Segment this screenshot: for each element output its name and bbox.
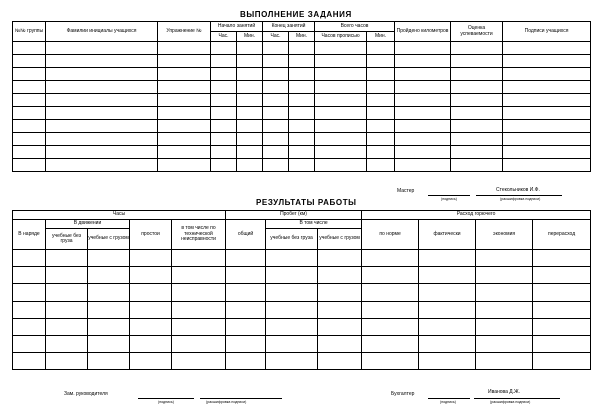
form-cell[interactable] xyxy=(13,120,46,133)
form-cell[interactable] xyxy=(226,267,266,284)
form-cell[interactable] xyxy=(451,120,503,133)
form-cell[interactable] xyxy=(419,301,476,318)
col-exercise: Упражнение № xyxy=(158,22,211,42)
form-cell[interactable] xyxy=(226,335,266,352)
col-mileage-no-load: учебные без груза xyxy=(266,229,318,250)
form-cell[interactable] xyxy=(158,159,211,172)
col-hours-group: Часы xyxy=(13,211,226,220)
form-cell[interactable] xyxy=(46,159,158,172)
form-cell[interactable] xyxy=(503,120,591,133)
deputy-label: Зам. руководителя xyxy=(64,391,108,397)
form-cell[interactable] xyxy=(503,133,591,146)
form-cell[interactable] xyxy=(172,335,226,352)
form-cell[interactable] xyxy=(395,81,451,94)
form-cell[interactable] xyxy=(315,94,367,107)
form-cell[interactable] xyxy=(13,81,46,94)
form-cell[interactable] xyxy=(362,301,419,318)
col-malfunction: в том числе по технической неисправности xyxy=(172,220,226,250)
form-cell[interactable] xyxy=(13,68,46,81)
col-start: Начало занятий xyxy=(211,22,263,32)
col-group-no: №№ группы xyxy=(13,22,46,42)
form-cell[interactable] xyxy=(476,335,533,352)
form-cell[interactable] xyxy=(533,352,591,369)
form-cell[interactable] xyxy=(362,250,419,267)
form-cell[interactable] xyxy=(367,146,395,159)
form-cell[interactable] xyxy=(88,352,130,369)
form-cell[interactable] xyxy=(315,81,367,94)
form-cell[interactable] xyxy=(130,301,172,318)
bottom-title: РЕЗУЛЬТАТЫ РАБОТЫ xyxy=(256,198,357,207)
form-cell[interactable] xyxy=(419,267,476,284)
form-cell[interactable] xyxy=(13,159,46,172)
form-cell[interactable] xyxy=(226,352,266,369)
form-cell[interactable] xyxy=(451,81,503,94)
master-cap-signature: (подпись) xyxy=(441,197,457,201)
task-table xyxy=(12,21,591,172)
form-cell[interactable] xyxy=(451,133,503,146)
col-norm: по норме xyxy=(362,220,419,250)
col-mileage-group: Пробег (км) xyxy=(226,211,362,220)
form-cell[interactable] xyxy=(237,42,263,55)
form-cell[interactable] xyxy=(362,335,419,352)
form-cell[interactable] xyxy=(503,107,591,120)
form-cell[interactable] xyxy=(88,267,130,284)
form-cell[interactable] xyxy=(88,301,130,318)
accountant-signature-line xyxy=(428,398,470,399)
form-cell[interactable] xyxy=(46,120,158,133)
form-cell[interactable] xyxy=(211,146,237,159)
col-end-minutes: Мин. xyxy=(289,32,315,42)
task-row xyxy=(13,107,591,120)
form-cell[interactable] xyxy=(13,94,46,107)
form-cell[interactable] xyxy=(46,301,88,318)
form-cell[interactable] xyxy=(395,68,451,81)
form-cell[interactable] xyxy=(367,107,395,120)
form-cell[interactable] xyxy=(266,318,318,335)
col-signatures: Подписи учащихся xyxy=(503,22,591,42)
form-cell[interactable] xyxy=(46,318,88,335)
form-cell[interactable] xyxy=(367,94,395,107)
form-cell[interactable] xyxy=(476,301,533,318)
form-cell[interactable] xyxy=(46,352,88,369)
form-cell[interactable] xyxy=(88,284,130,301)
form-cell[interactable] xyxy=(503,55,591,68)
form-cell[interactable] xyxy=(533,267,591,284)
form-cell[interactable] xyxy=(226,284,266,301)
result-row xyxy=(13,284,591,301)
task-row xyxy=(13,146,591,159)
form-cell[interactable] xyxy=(211,94,237,107)
form-cell[interactable] xyxy=(46,42,158,55)
form-cell[interactable] xyxy=(367,133,395,146)
accountant-cap-signature: (подпись) xyxy=(440,400,456,404)
form-cell[interactable] xyxy=(367,42,395,55)
form-cell[interactable] xyxy=(367,55,395,68)
form-cell[interactable] xyxy=(503,68,591,81)
col-in-motion: В движении xyxy=(46,220,130,229)
task-row xyxy=(13,55,591,68)
form-cell[interactable] xyxy=(88,250,130,267)
col-total-minutes: Мин. xyxy=(367,32,395,42)
form-cell[interactable] xyxy=(476,284,533,301)
form-cell[interactable] xyxy=(315,55,367,68)
form-cell[interactable] xyxy=(289,94,315,107)
form-cell[interactable] xyxy=(315,133,367,146)
form-cell[interactable] xyxy=(451,42,503,55)
form-cell[interactable] xyxy=(315,159,367,172)
form-cell[interactable] xyxy=(130,267,172,284)
col-fuel-group: Расход горючего xyxy=(362,211,591,220)
form-cell[interactable] xyxy=(237,107,263,120)
form-cell[interactable] xyxy=(503,42,591,55)
deputy-cap-signature: (подпись) xyxy=(158,400,174,404)
form-cell[interactable] xyxy=(451,107,503,120)
form-cell[interactable] xyxy=(533,250,591,267)
form-cell[interactable] xyxy=(289,133,315,146)
form-cell[interactable] xyxy=(130,318,172,335)
form-cell[interactable] xyxy=(451,146,503,159)
form-cell[interactable] xyxy=(419,250,476,267)
form-cell[interactable] xyxy=(318,250,362,267)
form-cell[interactable] xyxy=(367,68,395,81)
form-cell[interactable] xyxy=(226,301,266,318)
form-cell[interactable] xyxy=(419,318,476,335)
col-km: Пройдено километров xyxy=(395,22,451,42)
form-cell[interactable] xyxy=(315,146,367,159)
form-cell[interactable] xyxy=(451,159,503,172)
form-cell[interactable] xyxy=(46,68,158,81)
col-overrun: перерасход xyxy=(533,220,591,250)
form-cell[interactable] xyxy=(289,159,315,172)
form-cell[interactable] xyxy=(266,335,318,352)
form-cell[interactable] xyxy=(46,284,88,301)
form-cell[interactable] xyxy=(263,107,289,120)
form-cell[interactable] xyxy=(88,318,130,335)
form-cell[interactable] xyxy=(158,146,211,159)
form-cell[interactable] xyxy=(266,250,318,267)
form-cell[interactable] xyxy=(237,133,263,146)
form-cell[interactable] xyxy=(419,284,476,301)
form-cell[interactable] xyxy=(46,81,158,94)
form-cell[interactable] xyxy=(476,250,533,267)
master-label: Мастер xyxy=(397,188,415,194)
form-cell[interactable] xyxy=(395,146,451,159)
form-cell[interactable] xyxy=(237,159,263,172)
form-cell[interactable] xyxy=(266,267,318,284)
form-cell[interactable] xyxy=(211,42,237,55)
form-cell[interactable] xyxy=(46,267,88,284)
form-cell[interactable] xyxy=(263,81,289,94)
form-cell[interactable] xyxy=(158,94,211,107)
form-cell[interactable] xyxy=(315,120,367,133)
form-cell[interactable] xyxy=(451,94,503,107)
form-cell[interactable] xyxy=(318,335,362,352)
form-cell[interactable] xyxy=(395,120,451,133)
form-cell[interactable] xyxy=(503,81,591,94)
col-incl: В том числе xyxy=(266,220,362,229)
form-cell[interactable] xyxy=(362,284,419,301)
form-cell[interactable] xyxy=(13,107,46,120)
form-cell[interactable] xyxy=(172,318,226,335)
result-row xyxy=(13,335,591,352)
task-row xyxy=(13,68,591,81)
form-cell[interactable] xyxy=(88,335,130,352)
form-cell[interactable] xyxy=(172,301,226,318)
form-cell[interactable] xyxy=(263,94,289,107)
form-cell[interactable] xyxy=(158,55,211,68)
form-cell[interactable] xyxy=(13,146,46,159)
task-row xyxy=(13,120,591,133)
deputy-signature-line xyxy=(138,398,194,399)
form-cell[interactable] xyxy=(318,284,362,301)
form-cell[interactable] xyxy=(211,159,237,172)
form-cell[interactable] xyxy=(533,284,591,301)
form-cell[interactable] xyxy=(13,352,46,369)
form-cell[interactable] xyxy=(395,133,451,146)
form-cell[interactable] xyxy=(367,120,395,133)
form-cell[interactable] xyxy=(289,55,315,68)
form-cell[interactable] xyxy=(13,335,46,352)
form-cell[interactable] xyxy=(476,318,533,335)
form-cell[interactable] xyxy=(503,146,591,159)
form-cell[interactable] xyxy=(130,335,172,352)
form-cell[interactable] xyxy=(13,267,46,284)
form-cell[interactable] xyxy=(318,318,362,335)
form-cell[interactable] xyxy=(226,318,266,335)
deputy-cap-decoding: (расшифровка подписи) xyxy=(206,400,247,404)
col-in-order: В наряде xyxy=(13,220,46,250)
result-row xyxy=(13,352,591,369)
form-cell[interactable] xyxy=(211,120,237,133)
form-cell[interactable] xyxy=(395,55,451,68)
task-row xyxy=(13,133,591,146)
form-cell[interactable] xyxy=(226,250,266,267)
form-cell[interactable] xyxy=(130,352,172,369)
form-cell[interactable] xyxy=(172,284,226,301)
form-cell[interactable] xyxy=(476,267,533,284)
form-cell[interactable] xyxy=(172,267,226,284)
form-cell[interactable] xyxy=(503,159,591,172)
form-cell[interactable] xyxy=(395,42,451,55)
form-cell[interactable] xyxy=(318,352,362,369)
form-cell[interactable] xyxy=(263,68,289,81)
form-cell[interactable] xyxy=(263,42,289,55)
form-cell[interactable] xyxy=(158,81,211,94)
form-cell[interactable] xyxy=(211,55,237,68)
col-start-hours: Час. xyxy=(211,32,237,42)
form-cell[interactable] xyxy=(237,68,263,81)
form-cell[interactable] xyxy=(318,267,362,284)
form-cell[interactable] xyxy=(46,55,158,68)
result-row xyxy=(13,250,591,267)
form-cell[interactable] xyxy=(46,133,158,146)
col-names: Фамилии инициалы учащихся xyxy=(46,22,158,42)
form-cell[interactable] xyxy=(46,250,88,267)
form-cell[interactable] xyxy=(289,42,315,55)
result-row xyxy=(13,301,591,318)
form-cell[interactable] xyxy=(367,159,395,172)
col-end: Конец занятий xyxy=(263,22,315,32)
form-cell[interactable] xyxy=(289,68,315,81)
col-training-with-load: учебные с грузом xyxy=(88,229,130,250)
form-cell[interactable] xyxy=(503,94,591,107)
task-row xyxy=(13,159,591,172)
master-name-line xyxy=(476,195,562,196)
form-cell[interactable] xyxy=(315,107,367,120)
form-cell[interactable] xyxy=(395,107,451,120)
deputy-name-line xyxy=(200,398,282,399)
accountant-name-line xyxy=(474,398,560,399)
col-start-minutes: Мин. xyxy=(237,32,263,42)
form-cell[interactable] xyxy=(263,133,289,146)
form-cell[interactable] xyxy=(158,120,211,133)
form-cell[interactable] xyxy=(476,352,533,369)
form-cell[interactable] xyxy=(395,159,451,172)
form-cell[interactable] xyxy=(13,284,46,301)
form-cell[interactable] xyxy=(158,107,211,120)
col-hours-words: Часов прописью xyxy=(315,32,367,42)
col-total-mileage: общий xyxy=(226,220,266,250)
form-cell[interactable] xyxy=(451,68,503,81)
form-cell[interactable] xyxy=(46,94,158,107)
master-name: Стекольников И.Ф. xyxy=(496,187,540,193)
form-cell[interactable] xyxy=(533,335,591,352)
form-cell[interactable] xyxy=(289,107,315,120)
form-cell[interactable] xyxy=(237,146,263,159)
form-cell[interactable] xyxy=(263,159,289,172)
form-cell[interactable] xyxy=(237,94,263,107)
col-economy: экономия xyxy=(476,220,533,250)
task-row xyxy=(13,81,591,94)
form-cell[interactable] xyxy=(211,133,237,146)
task-row xyxy=(13,94,591,107)
col-end-hours: Час. xyxy=(263,32,289,42)
master-signature-line xyxy=(428,195,470,196)
form-cell[interactable] xyxy=(362,318,419,335)
form-cell[interactable] xyxy=(289,81,315,94)
form-cell[interactable] xyxy=(419,352,476,369)
form-cell[interactable] xyxy=(451,55,503,68)
form-cell[interactable] xyxy=(237,120,263,133)
form-cell[interactable] xyxy=(172,352,226,369)
form-cell[interactable] xyxy=(130,250,172,267)
form-cell[interactable] xyxy=(263,146,289,159)
form-cell[interactable] xyxy=(266,301,318,318)
form-cell[interactable] xyxy=(211,68,237,81)
col-total: Всего часов xyxy=(315,22,395,32)
accountant-name: Иванова Д.Ж. xyxy=(488,389,521,395)
form-cell[interactable] xyxy=(13,42,46,55)
form-cell[interactable] xyxy=(362,352,419,369)
form-cell[interactable] xyxy=(533,301,591,318)
form-cell[interactable] xyxy=(13,250,46,267)
task-row xyxy=(13,42,591,55)
form-cell[interactable] xyxy=(315,42,367,55)
master-cap-decoding: (расшифровка подписи) xyxy=(500,197,541,201)
col-mileage-with-load: учебные с грузом xyxy=(318,229,362,250)
col-training-no-load: учебные без груза xyxy=(46,229,88,250)
col-downtime: простои xyxy=(130,220,172,250)
form-cell[interactable] xyxy=(13,301,46,318)
form-cell[interactable] xyxy=(533,318,591,335)
accountant-label: Бухгалтер xyxy=(391,391,415,397)
form-cell[interactable] xyxy=(395,94,451,107)
form-cell[interactable] xyxy=(13,55,46,68)
col-actual: фактически xyxy=(419,220,476,250)
form-cell[interactable] xyxy=(13,133,46,146)
form-cell[interactable] xyxy=(315,68,367,81)
form-cell[interactable] xyxy=(266,352,318,369)
form-cell[interactable] xyxy=(419,335,476,352)
accountant-cap-decoding: (расшифровка подписи) xyxy=(490,400,531,404)
form-cell[interactable] xyxy=(362,267,419,284)
form-cell[interactable] xyxy=(158,133,211,146)
top-title: ВЫПОЛНЕНИЕ ЗАДАНИЯ xyxy=(240,10,352,19)
form-cell[interactable] xyxy=(13,318,46,335)
result-row xyxy=(13,318,591,335)
form-cell[interactable] xyxy=(289,146,315,159)
form-cell[interactable] xyxy=(266,284,318,301)
form-cell[interactable] xyxy=(263,55,289,68)
form-cell[interactable] xyxy=(130,284,172,301)
form-cell[interactable] xyxy=(172,250,226,267)
form-cell[interactable] xyxy=(211,81,237,94)
form-cell[interactable] xyxy=(318,301,362,318)
form-cell[interactable] xyxy=(211,107,237,120)
col-grade: Оценка успеваемости xyxy=(451,22,503,42)
form-cell[interactable] xyxy=(46,107,158,120)
results-table xyxy=(12,210,591,370)
form-cell[interactable] xyxy=(237,55,263,68)
form-cell[interactable] xyxy=(46,335,88,352)
form-cell[interactable] xyxy=(289,120,315,133)
form-cell[interactable] xyxy=(158,42,211,55)
form-cell[interactable] xyxy=(237,81,263,94)
form-cell[interactable] xyxy=(46,146,158,159)
form-cell[interactable] xyxy=(367,81,395,94)
form-cell[interactable] xyxy=(158,68,211,81)
result-row xyxy=(13,267,591,284)
form-cell[interactable] xyxy=(263,120,289,133)
